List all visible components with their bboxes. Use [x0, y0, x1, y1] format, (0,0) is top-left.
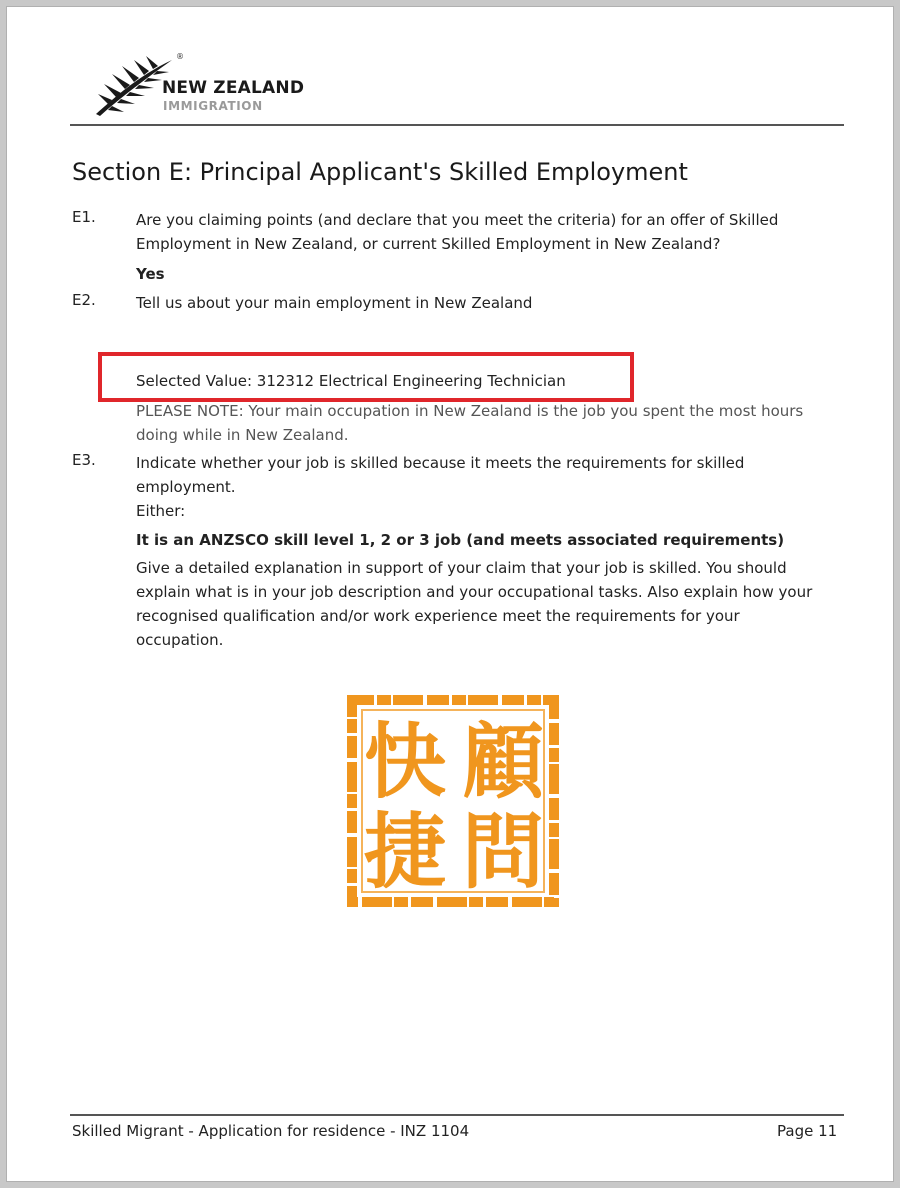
document-page	[6, 6, 894, 1182]
question-number-e1: E1.	[72, 208, 96, 226]
registered-mark: ®	[176, 52, 184, 61]
explanation-e3: Give a detailed explanation in support of your claim that your job is skilled. You should explain what is in your job description and your occupational tasks. Also explain how your recognised qualification and/or work experience meet the requirements for your occupation.	[136, 559, 813, 649]
section-title: Section E: Principal Applicant's Skilled Employment	[72, 158, 688, 186]
seal-char-1: 顧	[461, 715, 545, 810]
seal-char-2: 問	[461, 805, 545, 900]
either-label: Either:	[136, 502, 186, 520]
answer-e1: Yes	[136, 265, 165, 283]
question-text-e3: Indicate whether your job is skilled because it meets the requirements for skilled employment.	[136, 454, 745, 496]
note-e2: PLEASE NOTE: Your main occupation in New Zealand is the job you spent the most hours doing while in New Zealand.	[136, 402, 804, 444]
page-number: Page 11	[777, 1122, 838, 1140]
seal-char-3: 快	[363, 715, 447, 810]
logo-subtitle: IMMIGRATION	[163, 99, 263, 113]
subheading-e3: It is an ANZSCO skill level 1, 2 or 3 job (and meets associated requirements)	[136, 531, 785, 549]
seal-char-4: 捷	[363, 805, 447, 900]
question-number-e2: E2.	[72, 291, 96, 309]
question-text-e2: Tell us about your main employment in New Zealand	[136, 294, 533, 312]
selected-value: Selected Value: 312312 Electrical Engineering Technician	[136, 372, 566, 390]
logo-name: NEW ZEALAND	[162, 78, 305, 98]
footer-divider	[70, 1114, 844, 1116]
header-divider	[70, 124, 844, 126]
footer-title: Skilled Migrant - Application for residence - INZ 1104	[72, 1122, 470, 1140]
question-number-e3: E3.	[72, 451, 96, 469]
question-text-e1: Are you claiming points (and declare that you meet the criteria) for an offer of Skilled Employment in New Zealand, or current Skilled Employment in New Zealand?	[136, 211, 779, 253]
seal-stamp	[346, 694, 560, 908]
